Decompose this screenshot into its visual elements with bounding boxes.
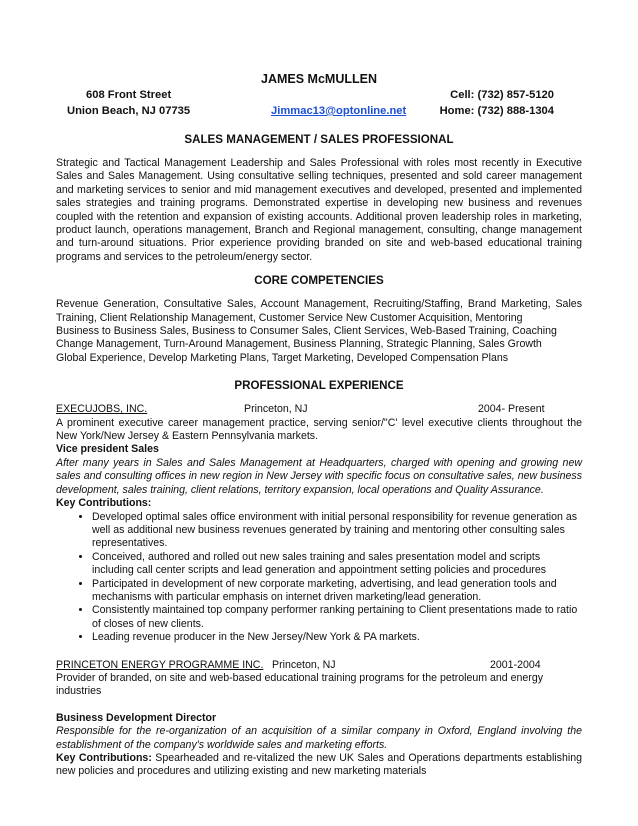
summary-paragraph: Strategic and Tactical Management Leadership and Sales Professional with roles most recently in Executive Sales and Sales Management. Using consultative selling techniques, presented and sold career management and marketing services to senior and mid management executives and developed, presented and implemented sales strategies and training programs. Demonstrated expertise in developing new business and revenues coupled with the retention and expansion of existing accounts. Additional proven leadership roles in marketing, product launch, operations management, Branch and Regional management, consulting, change management and turn-around situations. Prior experience providing branded on site and web-based educational training programs and services to the petroleum/energy sector. xyxy=(56,157,582,263)
role-description: Responsible for the re-organization of an acquisition of a similar company in Oxford, England involving the establishment of the company's worldwide sales and marketing efforts. xyxy=(56,725,582,751)
contact-block xyxy=(56,89,582,119)
competency-line: Business to Business Sales, Business to Consumer Sales, Client Services, Web-Based Training, Coaching xyxy=(56,325,557,338)
job-dates: 2004- Present xyxy=(478,403,545,416)
list-item: • Developed optimal sales office environment with initial personal responsibility for revenue generation as well as additional new business revenues generated by training and mentoring other consulting sales representatives. xyxy=(92,511,582,551)
key-contributions-label: Key Contributions: xyxy=(56,752,152,764)
key-contributions-label: Key Contributions: xyxy=(56,497,152,510)
list-item: • Conceived, authored and rolled out new sales training and sales presentation model and scripts including call center scripts and lead generation and appointment setting policies and procedures xyxy=(92,551,582,578)
contributions-list xyxy=(56,511,582,645)
company-name: EXECUJOBS, INC. xyxy=(56,403,148,416)
competencies-list xyxy=(56,298,582,365)
list-item: • Participated in development of new corporate marketing, advertising, and lead generation tools and mechanisms with particular emphasis on internet driven marketing/lead generation. xyxy=(92,578,582,605)
address-street: 608 Front Street xyxy=(86,89,172,101)
resume-page xyxy=(56,72,582,779)
company-description: A prominent executive career management practice, serving senior/"C' level executive clients throughout the New York/New Jersey & Eastern Pennsylvania markets. xyxy=(56,416,582,443)
competencies-heading: CORE COMPETENCIES xyxy=(254,274,384,288)
home-phone: Home: (732) 888-1304 xyxy=(439,105,554,117)
key-contributions-paragraph xyxy=(56,752,582,779)
company-description: Provider of branded, on site and web-based educational training programs for the petroleum and energy industries xyxy=(56,671,544,698)
job-execujobs xyxy=(56,403,582,644)
competency-line: Global Experience, Develop Marketing Plans, Target Marketing, Developed Compensation Plans xyxy=(56,351,509,364)
address-city: Union Beach, NJ 07735 xyxy=(67,105,191,117)
job-dates: 2001-2004 xyxy=(490,658,541,671)
key-contributions-text: Spearheaded and re-vitalized the new UK Sales and Operations departments establishing new policies and procedures and utilizing existing and new marketing materials xyxy=(56,752,582,778)
candidate-name: JAMES McMULLEN xyxy=(261,72,377,86)
job-location: Princeton, NJ xyxy=(272,658,336,671)
list-item: • Consistently maintained top company performer ranking pertaining to Client presentations made to ratio of closes of new clients. xyxy=(92,604,582,631)
job-header xyxy=(56,403,582,416)
company-name: PRINCETON ENERGY PROGRAMME INC. xyxy=(56,658,264,671)
competency-line: Revenue Generation, Consultative Sales, Account Management, Recruiting/Staffing, Brand Marketing, Sales Training, Client Relationship Management, Customer Service New Customer Acquisition, Mentoring xyxy=(56,298,582,324)
job-location: Princeton, NJ xyxy=(244,403,308,416)
list-item: • Leading revenue producer in the New Jersey/New York & PA markets. xyxy=(92,631,582,644)
experience-heading: PROFESSIONAL EXPERIENCE xyxy=(234,379,404,393)
job-header xyxy=(56,659,582,672)
job-princeton-energy xyxy=(56,659,582,779)
cell-phone: Cell: (732) 857-5120 xyxy=(450,89,554,101)
job-role: Vice president Sales xyxy=(56,443,159,456)
competency-line: Change Management, Turn-Around Management, Business Planning, Strategic Planning, Sales Growth xyxy=(56,338,542,351)
email-link[interactable]: Jimmac13@optonline.net xyxy=(271,105,407,117)
role-description: After many years in Sales and Sales Management at Headquarters, charged with opening and growing new sales and consulting offices in new region in New Jersey with specific focus on consultative sales, new business development, sales training, client relations, territory expansion, local operations and Quality Assurance. xyxy=(56,456,582,496)
resume-title: SALES MANAGEMENT / SALES PROFESSIONAL xyxy=(184,133,454,146)
job-role: Business Development Director xyxy=(56,711,217,724)
